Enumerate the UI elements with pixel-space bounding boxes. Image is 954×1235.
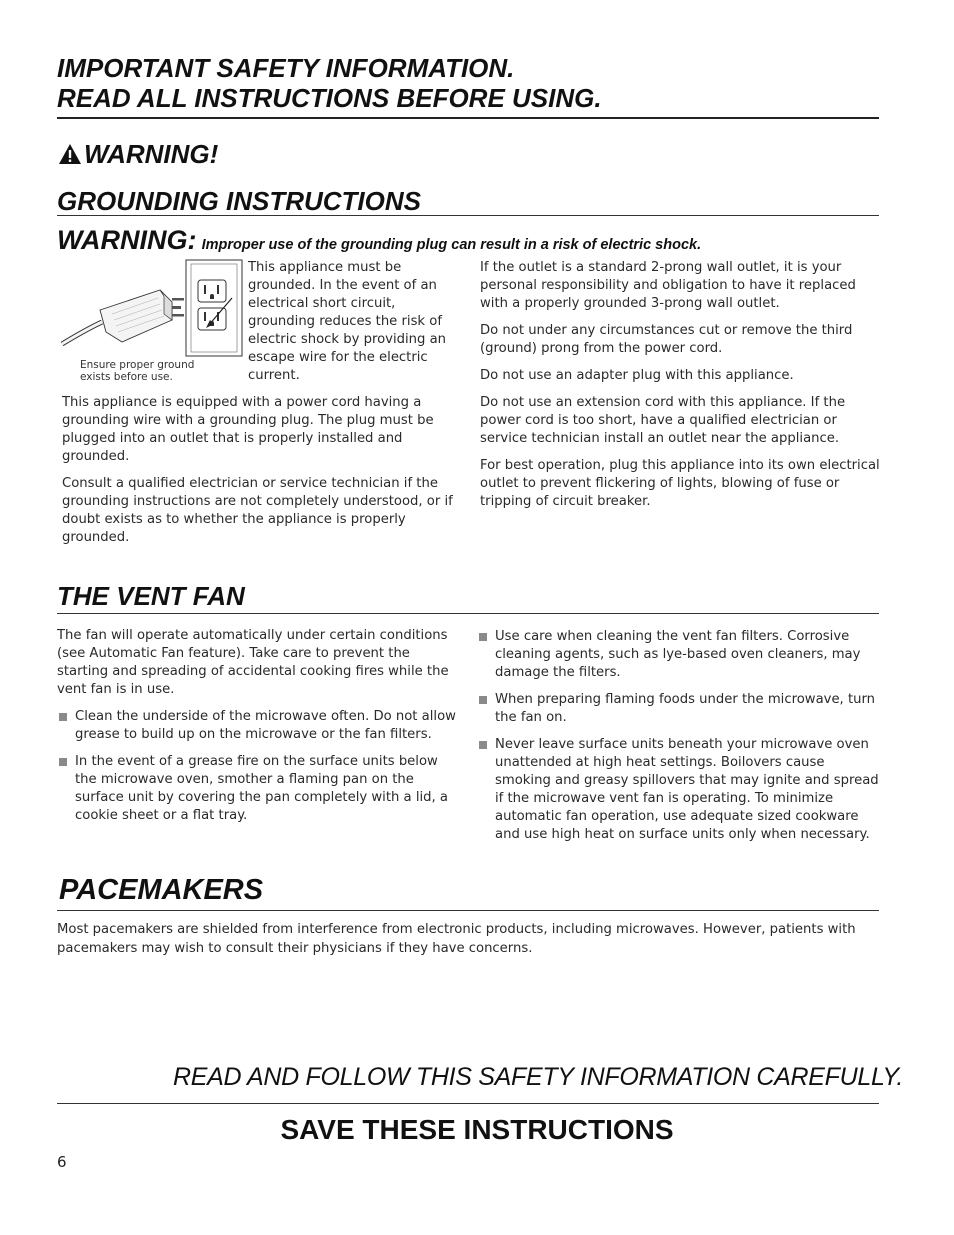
grounding-warning — [57, 224, 887, 256]
vent-fan-left-column — [57, 627, 462, 834]
header-divider — [57, 117, 879, 119]
page-number: 6 — [57, 1153, 67, 1171]
grounding-left-column — [62, 394, 457, 556]
vent-fan-right-column — [477, 628, 882, 853]
vent-fan-right-bullets — [477, 628, 882, 844]
grounding-plug-illustration — [60, 258, 245, 358]
warning-banner-label: WARNING! — [84, 139, 219, 169]
vent-fan-intro: The fan will operate automatically under certain conditions (see Automatic Fan feature). Take care to prevent the starting and spreading of accidental cooking fires while the vent fan is in use. — [57, 628, 449, 697]
grounding-divider — [57, 215, 879, 216]
grounding-right-paragraph: Do not under any circumstances cut or remove the third (ground) prong from the power cord. — [480, 323, 853, 356]
grounding-title: GROUNDING INSTRUCTIONS — [57, 186, 421, 216]
read-follow-notice: READ AND FOLLOW THIS SAFETY INFORMATION CAREFULLY. — [173, 1063, 904, 1091]
grounding-beside-figure-text: This appliance must be grounded. In the event of an electrical short circuit, grounding reduces the risk of electric shock by providing an escape wire for the electric current. — [248, 260, 447, 383]
header-line-1: IMPORTANT SAFETY INFORMATION. — [57, 53, 515, 83]
vent-fan-title: THE VENT FAN — [57, 581, 245, 611]
square-bullet-icon — [479, 696, 487, 704]
bullet-item: Use care when cleaning the vent fan filters. Corrosive cleaning agents, such as lye-based oven cleaners, may damage the filters. — [477, 628, 882, 682]
bullet-item: Never leave surface units beneath your microwave oven unattended at high heat settings. Boilovers cause smoking and greasy spillovers that may ignite and spread if the microwave vent fan is operating. To minimize automatic fan operation, use adequate sized cookware and use high heat on surface units only when necessary. — [477, 736, 882, 844]
grounding-right-paragraph: For best operation, plug this appliance into its own electrical outlet to prevent flickering of lights, blowing of fuse or tripping of circuit breaker. — [480, 458, 880, 509]
bullet-item: In the event of a grease fire on the surface units below the microwave oven, smother a flaming pan on the surface unit by covering the pan completely with a lid, a cookie sheet or a flat tray. — [57, 753, 462, 825]
square-bullet-icon — [479, 633, 487, 641]
header-line-2: READ ALL INSTRUCTIONS BEFORE USING. — [57, 83, 602, 113]
grounding-figure-caption: Ensure proper ground exists before use. — [80, 359, 195, 383]
grounding-left-paragraph: Consult a qualified electrician or service technician if the grounding instructions are not completely understood, or if doubt exists as to whether the appliance is properly grounded. — [62, 476, 453, 545]
warning-triangle-icon — [58, 143, 82, 165]
square-bullet-icon — [479, 741, 487, 749]
grounding-right-paragraph: Do not use an adapter plug with this appliance. — [480, 368, 794, 383]
page-header — [57, 53, 887, 113]
grounding-right-paragraph: If the outlet is a standard 2-prong wall outlet, it is your personal responsibility and obligation to have it replaced with a properly grounded 3-prong wall outlet. — [480, 260, 856, 311]
grounding-warning-text: Improper use of the grounding plug can result in a risk of electric shock. — [201, 237, 702, 253]
grounding-right-paragraph: Do not use an extension cord with this appliance. If the power cord is too short, have a qualified electrician or service technician install an outlet near the appliance. — [480, 395, 846, 446]
pacemakers-text: Most pacemakers are shielded from interference from electronic products, including microwaves. However, patients with pacemakers may wish to consult their physicians if they have concerns. — [57, 922, 856, 956]
grounding-left-paragraph: This appliance is equipped with a power cord having a grounding wire with a grounding plug. The plug must be plugged into an outlet that is properly installed and grounded. — [62, 395, 434, 464]
pacemakers-divider — [57, 910, 879, 911]
grounding-right-column — [480, 259, 880, 520]
vent-fan-divider — [57, 613, 879, 614]
square-bullet-icon — [59, 713, 67, 721]
bullet-item: Clean the underside of the microwave often. Do not allow grease to build up on the microwave or the fan filters. — [57, 708, 462, 744]
pacemakers-title: PACEMAKERS — [59, 874, 264, 906]
square-bullet-icon — [59, 758, 67, 766]
bullet-item: When preparing flaming foods under the microwave, turn the fan on. — [477, 691, 882, 727]
warning-banner — [58, 139, 218, 169]
save-instructions-heading: SAVE THESE INSTRUCTIONS — [280, 1114, 674, 1145]
grounding-warning-label: WARNING: — [57, 225, 197, 255]
vent-fan-left-bullets — [57, 708, 462, 825]
footer-divider — [57, 1103, 879, 1104]
